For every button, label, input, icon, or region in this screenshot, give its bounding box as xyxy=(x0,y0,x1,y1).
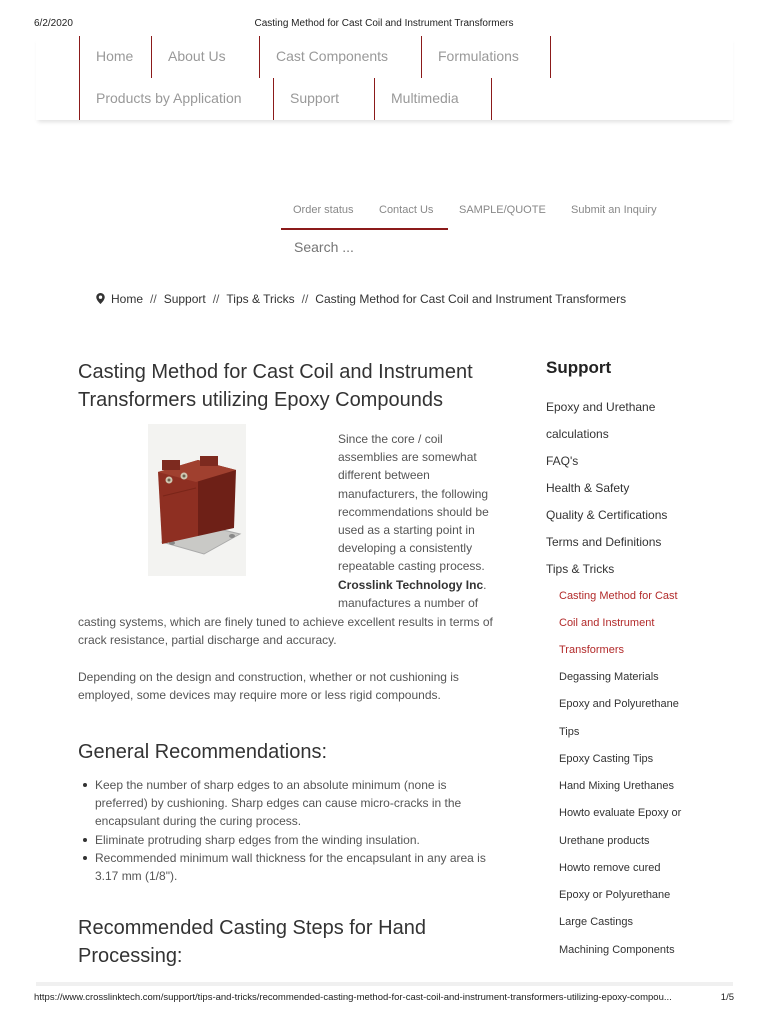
print-header xyxy=(0,18,768,32)
sidebar-title: Support xyxy=(546,358,612,377)
sidebar-subitem-remove-cured[interactable]: Howto remove cured xyxy=(559,862,661,874)
list-item: Eliminate protruding sharp edges from the winding insulation. xyxy=(78,831,488,849)
casting-steps-line1: Recommended Casting Steps for Hand xyxy=(78,917,426,939)
nav-about-us[interactable]: About Us xyxy=(151,36,259,78)
print-page-number: 1/5 xyxy=(720,992,734,1003)
intro-text: Since the core / coil assemblies are somewhat different between manufacturers, the following recommendations should be used as a starting point in developing a consistently repeatable casting process. xyxy=(338,432,489,574)
sidebar-item-tips-tricks[interactable]: Tips & Tricks xyxy=(546,562,615,576)
map-pin-icon xyxy=(96,293,105,304)
print-title: Casting Method for Cast Coil and Instrument Transformers xyxy=(254,18,514,29)
active-tab-underline xyxy=(281,228,448,230)
order-status-link[interactable]: Order status xyxy=(293,204,354,216)
sidebar-subitem-epoxy-polyurethane-tips[interactable]: Epoxy and Polyurethane xyxy=(559,698,679,710)
list-item: Recommended minimum wall thickness for the encapsulant in any area is 3.17 mm (1/8"). xyxy=(78,849,488,885)
breadcrumb-separator: // xyxy=(212,292,220,306)
list-item: Keep the number of sharp edges to an absolute minimum (none is preferred) by cushioning. Sharp edges can cause micro-cracks in the encapsulant during the curing process. xyxy=(78,776,488,831)
sidebar-subitem-casting-method[interactable]: Casting Method for Cast xyxy=(559,590,678,602)
sidebar-item-calculations[interactable]: calculations xyxy=(546,427,609,441)
nav-formulations[interactable]: Formulations xyxy=(421,36,551,78)
contact-us-link[interactable]: Contact Us xyxy=(379,204,434,216)
sidebar-item-epoxy-urethane[interactable]: Epoxy and Urethane xyxy=(546,400,656,414)
sidebar-subitem-evaluate[interactable]: Urethane products xyxy=(559,835,650,847)
sidebar-item-faqs[interactable]: FAQ's xyxy=(546,454,579,468)
breadcrumb-separator: // xyxy=(150,292,157,306)
print-date: 6/2/2020 xyxy=(34,18,73,29)
breadcrumb xyxy=(96,292,626,306)
casting-steps-line2: Processing: xyxy=(78,945,183,967)
print-url: https://www.crosslinktech.com/support/tips-and-tricks/recommended-casting-method-for-cast-coil-and-instrument-transformers-utilizing-epoxy-compou... xyxy=(34,992,672,1003)
breadcrumb-separator: // xyxy=(301,292,309,306)
breadcrumb-tips[interactable]: Tips & Tricks xyxy=(226,292,295,306)
breadcrumb-current: Casting Method for Cast Coil and Instrument Transformers xyxy=(315,292,627,306)
sidebar-subitem-epoxy-casting-tips[interactable]: Epoxy Casting Tips xyxy=(559,753,654,765)
sidebar-subitem-hand-mixing[interactable]: Hand Mixing Urethanes xyxy=(559,780,674,792)
search-input[interactable] xyxy=(294,239,494,255)
sidebar-subitem-remove-cured[interactable]: Epoxy or Polyurethane xyxy=(559,889,671,901)
sidebar-subitem-casting-method[interactable]: Coil and Instrument xyxy=(559,617,655,629)
nav-cast-components[interactable]: Cast Components xyxy=(259,36,421,78)
sidebar-item-health-safety[interactable]: Health & Safety xyxy=(546,481,630,495)
nav-multimedia[interactable]: Multimedia xyxy=(374,78,492,120)
transformer-image xyxy=(148,424,246,576)
page-title xyxy=(78,358,498,414)
cushioning-paragraph: Depending on the design and construction, whether or not cushioning is employed, some devices may require more or less rigid compounds. xyxy=(78,670,459,703)
sample-quote-link[interactable]: SAMPLE/QUOTE xyxy=(459,204,546,216)
nav-products-by-application[interactable]: Products by Application xyxy=(79,78,273,120)
recommendations-list xyxy=(78,776,488,885)
breadcrumb-support[interactable]: Support xyxy=(163,292,206,306)
general-recommendations-heading: General Recommendations: xyxy=(78,741,328,763)
breadcrumb-home[interactable]: Home xyxy=(111,292,144,306)
sidebar-subitem-large-castings[interactable]: Large Castings xyxy=(559,916,633,928)
page-title-line1: Casting Method for Cast Coil and Instrument xyxy=(78,361,473,383)
nav-support[interactable]: Support xyxy=(273,78,374,120)
intro-continued: casting systems, which are finely tuned to achieve excellent results in terms of crack resistance, partial discharge and accuracy. xyxy=(78,615,493,648)
company-name: Crosslink Technology Inc xyxy=(338,577,484,592)
main-nav xyxy=(36,36,733,120)
page-divider xyxy=(36,982,733,986)
sidebar-subitem-evaluate[interactable]: Howto evaluate Epoxy or xyxy=(559,807,682,819)
sidebar-item-terms[interactable]: Terms and Definitions xyxy=(546,535,662,549)
sidebar-subitem-epoxy-polyurethane-tips[interactable]: Tips xyxy=(559,726,580,738)
submit-inquiry-link[interactable]: Submit an Inquiry xyxy=(571,204,657,216)
nav-home[interactable]: Home xyxy=(79,36,151,78)
page-title-line2: Transformers utilizing Epoxy Compounds xyxy=(78,389,443,411)
intro-paragraph xyxy=(338,430,498,612)
sidebar-subitem-casting-method[interactable]: Transformers xyxy=(559,644,624,656)
sidebar-item-quality[interactable]: Quality & Certifications xyxy=(546,508,668,522)
sidebar-subitem-degassing[interactable]: Degassing Materials xyxy=(559,671,659,683)
casting-steps-heading xyxy=(78,914,498,970)
intro-text-cont: . manufactures a number of xyxy=(338,577,487,610)
sidebar-subitem-machining[interactable]: Machining Components xyxy=(559,944,675,956)
